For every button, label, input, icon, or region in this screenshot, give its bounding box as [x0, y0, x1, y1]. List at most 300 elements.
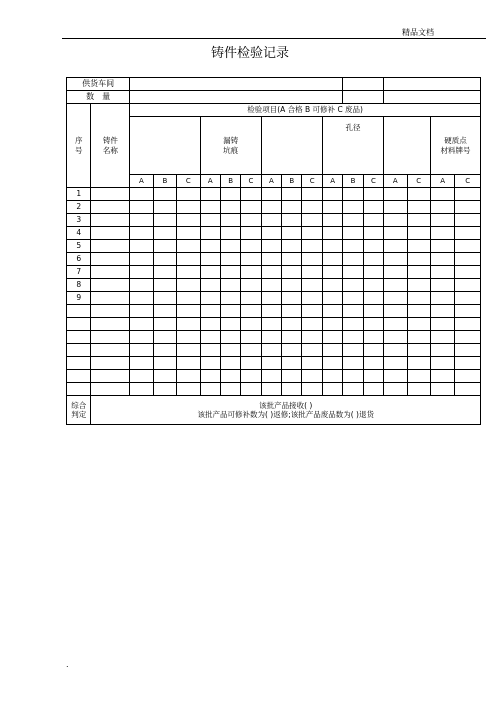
grade-cell: B — [282, 175, 302, 188]
grade-entry-cell[interactable] — [177, 188, 200, 201]
grade-entry-cell[interactable] — [407, 305, 430, 318]
grade-entry-cell[interactable] — [455, 370, 481, 383]
grade-entry-cell[interactable] — [302, 279, 322, 292]
quantity-row — [67, 91, 481, 104]
grade-entry-cell[interactable] — [455, 331, 481, 344]
part-name-header — [91, 104, 130, 188]
grade-entry-cell[interactable] — [220, 279, 240, 292]
grade-entry-cell[interactable] — [455, 240, 481, 253]
grade-entry-cell[interactable] — [200, 279, 220, 292]
grade-entry-cell[interactable] — [363, 318, 383, 331]
grade-entry-cell[interactable] — [363, 214, 383, 227]
grade-entry-cell[interactable] — [363, 383, 383, 396]
category-1 — [130, 117, 200, 175]
grade-entry-cell[interactable] — [130, 292, 153, 305]
grade-entry-cell[interactable] — [200, 318, 220, 331]
grade-entry-cell[interactable] — [220, 370, 240, 383]
grade-entry-cell[interactable] — [282, 188, 302, 201]
table-row — [67, 318, 481, 331]
grade-entry-cell[interactable] — [302, 266, 322, 279]
row-number: 4 — [67, 227, 91, 240]
grade-entry-cell[interactable] — [302, 188, 322, 201]
part-name-cell[interactable] — [91, 240, 130, 253]
grade-entry-cell[interactable] — [407, 279, 430, 292]
grade-entry-cell[interactable] — [282, 240, 302, 253]
grade-entry-cell[interactable] — [200, 253, 220, 266]
grade-entry-cell[interactable] — [455, 357, 481, 370]
grade-entry-cell[interactable] — [407, 188, 430, 201]
grade-entry-cell[interactable] — [384, 344, 407, 357]
grade-entry-cell[interactable] — [130, 344, 153, 357]
grade-entry-cell[interactable] — [130, 201, 153, 214]
part-name-cell[interactable] — [91, 331, 130, 344]
grade-entry-cell[interactable] — [220, 383, 240, 396]
grade-entry-cell[interactable] — [430, 240, 454, 253]
grade-entry-cell[interactable] — [153, 214, 176, 227]
grade-entry-cell[interactable] — [282, 305, 302, 318]
grade-entry-cell[interactable] — [153, 370, 176, 383]
grade-entry-cell[interactable] — [220, 240, 240, 253]
grade-entry-cell[interactable] — [455, 266, 481, 279]
grade-entry-cell[interactable] — [407, 292, 430, 305]
table-row — [67, 292, 481, 305]
grade-entry-cell[interactable] — [384, 357, 407, 370]
grade-entry-cell[interactable] — [455, 305, 481, 318]
grade-entry-cell[interactable] — [407, 344, 430, 357]
grade-entry-cell[interactable] — [177, 383, 200, 396]
table-row — [67, 227, 481, 240]
grade-entry-cell[interactable] — [200, 344, 220, 357]
grade-entry-cell[interactable] — [177, 305, 200, 318]
grade-entry-cell[interactable] — [363, 279, 383, 292]
grade-entry-cell[interactable] — [430, 188, 454, 201]
grade-entry-cell[interactable] — [322, 214, 342, 227]
grade-entry-cell[interactable] — [322, 292, 342, 305]
supplier-field[interactable] — [130, 78, 343, 91]
grade-entry-cell[interactable] — [241, 227, 261, 240]
grade-entry-cell[interactable] — [153, 253, 176, 266]
grade-entry-cell[interactable] — [322, 201, 342, 214]
grade-entry-cell[interactable] — [241, 292, 261, 305]
grade-entry-cell[interactable] — [220, 253, 240, 266]
grade-entry-cell[interactable] — [153, 201, 176, 214]
grade-entry-cell[interactable] — [322, 318, 342, 331]
grade-entry-cell[interactable] — [177, 357, 200, 370]
grade-entry-cell[interactable] — [261, 240, 281, 253]
grade-entry-cell[interactable] — [322, 279, 342, 292]
grade-entry-cell[interactable] — [343, 188, 363, 201]
grade-entry-cell[interactable] — [455, 214, 481, 227]
grade-entry-cell[interactable] — [407, 331, 430, 344]
part-name-cell[interactable] — [91, 318, 130, 331]
grade-entry-cell[interactable] — [130, 279, 153, 292]
grade-entry-cell[interactable] — [407, 266, 430, 279]
part-label-2: 名称 — [102, 145, 118, 155]
grade-entry-cell[interactable] — [407, 253, 430, 266]
grade-entry-cell[interactable] — [130, 305, 153, 318]
grade-entry-cell[interactable] — [220, 188, 240, 201]
grade-entry-cell[interactable] — [241, 279, 261, 292]
grade-entry-cell[interactable] — [363, 370, 383, 383]
grade-entry-cell[interactable] — [384, 370, 407, 383]
grade-entry-cell[interactable] — [220, 266, 240, 279]
grade-entry-cell[interactable] — [384, 266, 407, 279]
quantity-extra-field[interactable] — [343, 91, 384, 104]
grade-entry-cell[interactable] — [363, 188, 383, 201]
part-name-cell[interactable] — [91, 370, 130, 383]
grade-entry-cell[interactable] — [430, 383, 454, 396]
defect-header — [200, 117, 261, 175]
grade-entry-cell[interactable] — [282, 201, 302, 214]
grade-entry-cell[interactable] — [241, 318, 261, 331]
defect-label-2: 坑痕 — [223, 145, 239, 155]
grade-entry-cell[interactable] — [407, 201, 430, 214]
grade-entry-cell[interactable] — [261, 266, 281, 279]
grade-entry-cell[interactable] — [455, 292, 481, 305]
grade-entry-cell[interactable] — [282, 357, 302, 370]
grade-entry-cell[interactable] — [363, 331, 383, 344]
grade-entry-cell[interactable] — [177, 331, 200, 344]
grade-entry-cell[interactable] — [282, 370, 302, 383]
grade-entry-cell[interactable] — [430, 266, 454, 279]
part-name-cell[interactable] — [91, 383, 130, 396]
grade-entry-cell[interactable] — [200, 201, 220, 214]
seq-header — [67, 104, 91, 188]
grade-entry-cell[interactable] — [261, 292, 281, 305]
grade-cell: C — [407, 175, 430, 188]
grade-entry-cell[interactable] — [241, 188, 261, 201]
grade-entry-cell[interactable] — [407, 370, 430, 383]
grade-entry-cell[interactable] — [282, 383, 302, 396]
grade-entry-cell[interactable] — [261, 370, 281, 383]
grade-entry-cell[interactable] — [384, 279, 407, 292]
grade-entry-cell[interactable] — [220, 331, 240, 344]
grade-entry-cell[interactable] — [430, 318, 454, 331]
grade-entry-cell[interactable] — [455, 383, 481, 396]
grade-entry-cell[interactable] — [430, 279, 454, 292]
grade-entry-cell[interactable] — [302, 227, 322, 240]
part-name-cell[interactable] — [91, 266, 130, 279]
grade-entry-cell[interactable] — [261, 227, 281, 240]
grade-entry-cell[interactable] — [153, 266, 176, 279]
grade-entry-cell[interactable] — [200, 240, 220, 253]
grade-entry-cell[interactable] — [322, 331, 342, 344]
grade-entry-cell[interactable] — [363, 266, 383, 279]
grade-entry-cell[interactable] — [322, 240, 342, 253]
grade-entry-cell[interactable] — [130, 214, 153, 227]
grade-entry-cell[interactable] — [153, 305, 176, 318]
grade-entry-cell[interactable] — [455, 344, 481, 357]
grade-entry-cell[interactable] — [261, 383, 281, 396]
grade-entry-cell[interactable] — [343, 318, 363, 331]
grade-cell: A — [130, 175, 153, 188]
part-name-cell[interactable] — [91, 292, 130, 305]
grade-entry-cell[interactable] — [261, 253, 281, 266]
part-name-cell[interactable] — [91, 357, 130, 370]
grade-entry-cell[interactable] — [200, 214, 220, 227]
grade-entry-cell[interactable] — [282, 227, 302, 240]
grade-entry-cell[interactable] — [302, 305, 322, 318]
grade-entry-cell[interactable] — [261, 305, 281, 318]
grade-entry-cell[interactable] — [407, 240, 430, 253]
grade-entry-cell[interactable] — [282, 344, 302, 357]
grade-entry-cell[interactable] — [220, 305, 240, 318]
grade-entry-cell[interactable] — [130, 253, 153, 266]
grade-entry-cell[interactable] — [282, 279, 302, 292]
grade-entry-cell[interactable] — [261, 279, 281, 292]
category-3 — [261, 117, 322, 175]
grade-entry-cell[interactable] — [430, 344, 454, 357]
grade-entry-cell[interactable] — [343, 253, 363, 266]
grade-entry-cell[interactable] — [384, 227, 407, 240]
grade-entry-cell[interactable] — [343, 357, 363, 370]
grade-entry-cell[interactable] — [282, 214, 302, 227]
grade-entry-cell[interactable] — [177, 240, 200, 253]
grade-entry-cell[interactable] — [153, 279, 176, 292]
grade-entry-cell[interactable] — [384, 318, 407, 331]
grade-entry-cell[interactable] — [130, 318, 153, 331]
grade-entry-cell[interactable] — [384, 331, 407, 344]
part-name-cell[interactable] — [91, 305, 130, 318]
grade-entry-cell[interactable] — [261, 188, 281, 201]
grade-entry-cell[interactable] — [241, 305, 261, 318]
grade-entry-cell[interactable] — [322, 357, 342, 370]
grade-entry-cell[interactable] — [343, 331, 363, 344]
grade-entry-cell[interactable] — [343, 201, 363, 214]
grade-entry-cell[interactable] — [430, 370, 454, 383]
grade-entry-cell[interactable] — [302, 214, 322, 227]
supplier-extra-field-2[interactable] — [384, 78, 481, 91]
grade-entry-cell[interactable] — [363, 344, 383, 357]
grade-entry-cell[interactable] — [241, 357, 261, 370]
supplier-row — [67, 78, 481, 91]
grade-entry-cell[interactable] — [302, 383, 322, 396]
grade-entry-cell[interactable] — [363, 227, 383, 240]
grade-entry-cell[interactable] — [261, 318, 281, 331]
grade-entry-cell[interactable] — [153, 240, 176, 253]
grade-entry-cell[interactable] — [302, 357, 322, 370]
grade-entry-cell[interactable] — [343, 240, 363, 253]
grade-entry-cell[interactable] — [302, 331, 322, 344]
grade-entry-cell[interactable] — [153, 357, 176, 370]
grade-entry-cell[interactable] — [153, 318, 176, 331]
grade-entry-cell[interactable] — [200, 305, 220, 318]
grade-entry-cell[interactable] — [130, 370, 153, 383]
grade-entry-cell[interactable] — [343, 227, 363, 240]
grade-entry-cell[interactable] — [200, 383, 220, 396]
grade-entry-cell[interactable] — [241, 240, 261, 253]
grade-entry-cell[interactable] — [220, 318, 240, 331]
grade-entry-cell[interactable] — [282, 331, 302, 344]
grade-entry-cell[interactable] — [241, 370, 261, 383]
grade-entry-cell[interactable] — [177, 292, 200, 305]
grade-entry-cell[interactable] — [430, 305, 454, 318]
grade-entry-cell[interactable] — [363, 240, 383, 253]
grade-entry-cell[interactable] — [384, 240, 407, 253]
grade-entry-cell[interactable] — [177, 253, 200, 266]
part-name-cell[interactable] — [91, 279, 130, 292]
grade-entry-cell[interactable] — [343, 370, 363, 383]
grade-entry-cell[interactable] — [322, 305, 342, 318]
grade-entry-cell[interactable] — [200, 292, 220, 305]
grade-entry-cell[interactable] — [430, 201, 454, 214]
grade-entry-cell[interactable] — [241, 266, 261, 279]
grade-entry-cell[interactable] — [177, 279, 200, 292]
grade-entry-cell[interactable] — [282, 253, 302, 266]
grade-entry-cell[interactable] — [455, 253, 481, 266]
grade-entry-cell[interactable] — [261, 344, 281, 357]
grade-entry-cell[interactable] — [384, 253, 407, 266]
grade-entry-cell[interactable] — [430, 227, 454, 240]
grade-entry-cell[interactable] — [322, 383, 342, 396]
row-number — [67, 305, 91, 318]
grade-entry-cell[interactable] — [407, 357, 430, 370]
grade-entry-cell[interactable] — [302, 292, 322, 305]
grade-entry-cell[interactable] — [302, 370, 322, 383]
grade-entry-cell[interactable] — [282, 292, 302, 305]
grade-entry-cell[interactable] — [343, 344, 363, 357]
grade-entry-cell[interactable] — [153, 344, 176, 357]
grade-entry-cell[interactable] — [200, 357, 220, 370]
part-name-cell[interactable] — [91, 344, 130, 357]
grade-entry-cell[interactable] — [153, 227, 176, 240]
grade-entry-cell[interactable] — [430, 292, 454, 305]
grade-entry-cell[interactable] — [430, 331, 454, 344]
grade-entry-cell[interactable] — [130, 227, 153, 240]
supplier-extra-field[interactable] — [343, 78, 384, 91]
quantity-field[interactable] — [130, 91, 343, 104]
grade-entry-cell[interactable] — [363, 305, 383, 318]
grade-entry-cell[interactable] — [302, 253, 322, 266]
grade-entry-cell[interactable] — [407, 227, 430, 240]
grade-entry-cell[interactable] — [130, 188, 153, 201]
grade-entry-cell[interactable] — [200, 370, 220, 383]
part-name-cell[interactable] — [91, 214, 130, 227]
grade-entry-cell[interactable] — [282, 318, 302, 331]
grade-entry-cell[interactable] — [363, 292, 383, 305]
grade-entry-cell[interactable] — [241, 253, 261, 266]
grade-entry-cell[interactable] — [130, 240, 153, 253]
grade-entry-cell[interactable] — [407, 214, 430, 227]
grade-entry-cell[interactable] — [363, 253, 383, 266]
part-name-cell[interactable] — [91, 201, 130, 214]
grade-entry-cell[interactable] — [241, 344, 261, 357]
grade-entry-cell[interactable] — [177, 344, 200, 357]
grade-entry-cell[interactable] — [153, 188, 176, 201]
grade-entry-cell[interactable] — [343, 305, 363, 318]
grade-entry-cell[interactable] — [322, 266, 342, 279]
grade-entry-cell[interactable] — [384, 292, 407, 305]
grade-entry-cell[interactable] — [302, 240, 322, 253]
part-name-cell[interactable] — [91, 188, 130, 201]
grade-entry-cell[interactable] — [220, 201, 240, 214]
grade-entry-cell[interactable] — [343, 292, 363, 305]
grade-entry-cell[interactable] — [130, 383, 153, 396]
part-name-cell[interactable] — [91, 227, 130, 240]
grade-entry-cell[interactable] — [384, 214, 407, 227]
grade-entry-cell[interactable] — [177, 201, 200, 214]
grade-entry-cell[interactable] — [322, 227, 342, 240]
grade-entry-cell[interactable] — [153, 383, 176, 396]
grade-entry-cell[interactable] — [302, 344, 322, 357]
grade-entry-cell[interactable] — [177, 214, 200, 227]
grade-cell: C — [363, 175, 383, 188]
grade-entry-cell[interactable] — [177, 370, 200, 383]
grade-entry-cell[interactable] — [430, 357, 454, 370]
grade-entry-cell[interactable] — [384, 201, 407, 214]
grade-entry-cell[interactable] — [282, 266, 302, 279]
grade-entry-cell[interactable] — [130, 266, 153, 279]
grade-entry-cell[interactable] — [177, 227, 200, 240]
summary-label-1: 综合 — [71, 400, 87, 410]
grade-entry-cell[interactable] — [200, 331, 220, 344]
grade-entry-cell[interactable] — [343, 214, 363, 227]
grade-entry-cell[interactable] — [430, 253, 454, 266]
grade-entry-cell[interactable] — [200, 266, 220, 279]
grade-entry-cell[interactable] — [130, 357, 153, 370]
part-name-cell[interactable] — [91, 253, 130, 266]
grade-entry-cell[interactable] — [322, 188, 342, 201]
grade-entry-cell[interactable] — [384, 188, 407, 201]
grade-entry-cell[interactable] — [241, 214, 261, 227]
grade-entry-cell[interactable] — [130, 331, 153, 344]
grade-entry-cell[interactable] — [322, 370, 342, 383]
grade-entry-cell[interactable] — [455, 201, 481, 214]
grade-entry-cell[interactable] — [153, 292, 176, 305]
grade-entry-cell[interactable] — [177, 266, 200, 279]
grade-cell: A — [430, 175, 454, 188]
grade-entry-cell[interactable] — [407, 383, 430, 396]
grade-entry-cell[interactable] — [430, 214, 454, 227]
grade-entry-cell[interactable] — [220, 227, 240, 240]
grade-entry-cell[interactable] — [455, 318, 481, 331]
grade-entry-cell[interactable] — [343, 266, 363, 279]
grade-entry-cell[interactable] — [261, 331, 281, 344]
grade-entry-cell[interactable] — [455, 227, 481, 240]
grade-entry-cell[interactable] — [302, 201, 322, 214]
grade-entry-cell[interactable] — [363, 357, 383, 370]
grade-entry-cell[interactable] — [455, 188, 481, 201]
grade-entry-cell[interactable] — [220, 344, 240, 357]
quantity-extra-field-2[interactable] — [384, 91, 481, 104]
grade-entry-cell[interactable] — [384, 305, 407, 318]
grade-entry-cell[interactable] — [200, 188, 220, 201]
grade-entry-cell[interactable] — [200, 227, 220, 240]
grade-entry-cell[interactable] — [261, 201, 281, 214]
grade-entry-cell[interactable] — [322, 344, 342, 357]
accept-text: 该批产品接收( ) — [259, 400, 313, 410]
grade-entry-cell[interactable] — [220, 292, 240, 305]
grade-entry-cell[interactable] — [177, 318, 200, 331]
grade-entry-cell[interactable] — [343, 279, 363, 292]
grade-entry-cell[interactable] — [407, 318, 430, 331]
grade-entry-cell[interactable] — [302, 318, 322, 331]
grade-entry-cell[interactable] — [455, 279, 481, 292]
grade-entry-cell[interactable] — [241, 383, 261, 396]
grade-entry-cell[interactable] — [153, 331, 176, 344]
grade-entry-cell[interactable] — [220, 214, 240, 227]
grade-entry-cell[interactable] — [384, 383, 407, 396]
grade-entry-cell[interactable] — [241, 201, 261, 214]
grade-entry-cell[interactable] — [241, 331, 261, 344]
grade-entry-cell[interactable] — [261, 357, 281, 370]
grade-entry-cell[interactable] — [220, 357, 240, 370]
grade-entry-cell[interactable] — [261, 214, 281, 227]
grade-entry-cell[interactable] — [322, 253, 342, 266]
grade-entry-cell[interactable] — [363, 201, 383, 214]
grade-entry-cell[interactable] — [343, 383, 363, 396]
defect-label-1: 漏铸 — [223, 136, 239, 146]
